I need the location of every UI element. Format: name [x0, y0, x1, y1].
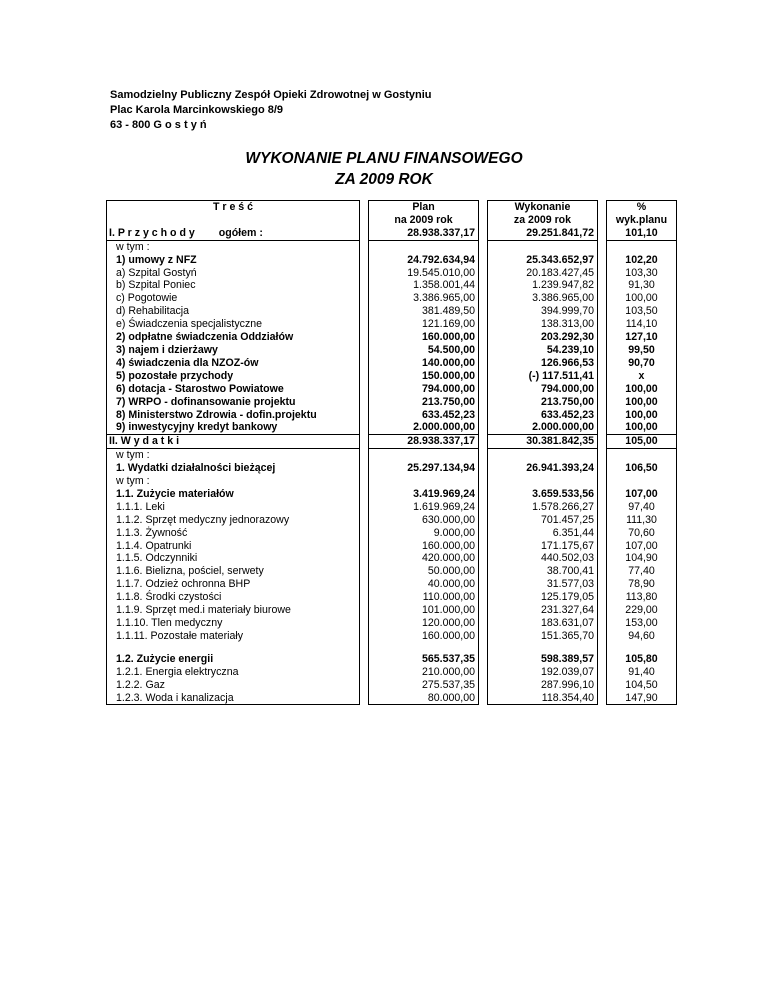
row-plan [369, 475, 479, 488]
row-label: 1.2. Zużycie energii [107, 653, 360, 666]
table-row [107, 240, 677, 253]
row-wykonanie: 1.578.266,27 [488, 501, 598, 514]
row-label: 2) odpłatne świadczenia Oddziałów [107, 331, 360, 344]
row-wykonanie: 2.000.000,00 [488, 421, 598, 434]
row-wykonanie: 126.966,53 [488, 357, 598, 370]
row-wykonanie: 1.239.947,82 [488, 279, 598, 292]
row-plan: 2.000.000,00 [369, 421, 479, 434]
row-wykonanie: 118.354,40 [488, 692, 598, 705]
row-percent: 91,40 [607, 666, 677, 679]
row-wykonanie: 287.996,10 [488, 679, 598, 692]
row-wykonanie: 633.452,23 [488, 409, 598, 422]
row-wykonanie: 151.365,70 [488, 630, 598, 643]
row-label: 1.2.2. Gaz [107, 679, 360, 692]
row-wykonanie: 54.239,10 [488, 344, 598, 357]
row-label: 1.1.6. Bielizna, pościel, serwety [107, 565, 360, 578]
row-plan: 9.000,00 [369, 527, 479, 540]
table-row [107, 318, 677, 331]
row-label: 5) pozostałe przychody [107, 370, 360, 383]
row-wykonanie: 3.659.533,56 [488, 488, 598, 501]
row-label: 4) świadczenia dla NZOZ-ów [107, 357, 360, 370]
table-row [107, 331, 677, 344]
header-tresc: T r e ś ć [107, 201, 360, 227]
row-percent: 100,00 [607, 421, 677, 434]
row-percent: 100,00 [607, 396, 677, 409]
row-label: 7) WRPO - dofinansowanie projektu [107, 396, 360, 409]
institution-postcode: 63 - 800 G o s t y ń [110, 119, 207, 131]
row-percent [607, 240, 677, 253]
row-plan: 80.000,00 [369, 692, 479, 705]
row-percent: 107,00 [607, 540, 677, 553]
row-percent: 127,10 [607, 331, 677, 344]
row-plan: 1.358.001,44 [369, 279, 479, 292]
table-row [107, 565, 677, 578]
table-row [107, 409, 677, 422]
row-plan [369, 449, 479, 462]
row-wykonanie: 231.327,64 [488, 604, 598, 617]
row-wykonanie: 598.389,57 [488, 653, 598, 666]
row-percent: 100,00 [607, 383, 677, 396]
table-row [107, 552, 677, 565]
row-plan: 3.386.965,00 [369, 292, 479, 305]
row-plan: 19.545.010,00 [369, 267, 479, 280]
row-wykonanie [488, 449, 598, 462]
row-label: 1.1.10. Tlen medyczny [107, 617, 360, 630]
document-title: WYKONANIE PLANU FINANSOWEGO [245, 150, 523, 167]
table-row [107, 475, 677, 488]
row-percent: 147,90 [607, 692, 677, 705]
row-plan [369, 240, 479, 253]
table-row [107, 254, 677, 267]
row-wykonanie [488, 240, 598, 253]
row-percent: 91,30 [607, 279, 677, 292]
row-label: 1.1.8. Środki czystości [107, 591, 360, 604]
table-row [107, 617, 677, 630]
row-percent: 104,90 [607, 552, 677, 565]
row-plan: 630.000,00 [369, 514, 479, 527]
row-percent: 229,00 [607, 604, 677, 617]
row-wykonanie [488, 475, 598, 488]
row-label: c) Pogotowie [107, 292, 360, 305]
row-wykonanie: 794.000,00 [488, 383, 598, 396]
row-wykonanie: 394.999,70 [488, 305, 598, 318]
row-percent: 77,40 [607, 565, 677, 578]
row-label: 1.1. Zużycie materiałów [107, 488, 360, 501]
row-percent: 107,00 [607, 488, 677, 501]
row-wykonanie: 26.941.393,24 [488, 462, 598, 475]
row-plan: 110.000,00 [369, 591, 479, 604]
table-row [107, 591, 677, 604]
spacer-row [107, 643, 677, 653]
row-label: 1.2.1. Energia elektryczna [107, 666, 360, 679]
row-percent: 102,20 [607, 254, 677, 267]
row-wykonanie: 6.351,44 [488, 527, 598, 540]
row-label: 1.1.7. Odzież ochronna BHP [107, 578, 360, 591]
table-row [107, 421, 677, 434]
table-row [107, 501, 677, 514]
row-plan: 120.000,00 [369, 617, 479, 630]
row-plan: 633.452,23 [369, 409, 479, 422]
przychody-total-row [107, 227, 677, 240]
row-percent: 90,70 [607, 357, 677, 370]
row-wykonanie: 125.179,05 [488, 591, 598, 604]
row-plan: 160.000,00 [369, 630, 479, 643]
table-row [107, 630, 677, 643]
row-plan: 3.419.969,24 [369, 488, 479, 501]
header-percent: % wyk.planu [607, 201, 677, 227]
row-label: 1.1.1. Leki [107, 501, 360, 514]
table-row [107, 292, 677, 305]
institution-address: Plac Karola Marcinkowskiego 8/9 [110, 104, 284, 116]
table-row [107, 527, 677, 540]
row-percent: 104,50 [607, 679, 677, 692]
table-row [107, 514, 677, 527]
row-wykonanie: 3.386.965,00 [488, 292, 598, 305]
przychody-plan: 28.938.337,17 [369, 227, 479, 240]
row-label: 1) umowy z NFZ [107, 254, 360, 267]
row-percent: 94,60 [607, 630, 677, 643]
row-label: 1.1.2. Sprzęt medyczny jednorazowy [107, 514, 360, 527]
row-plan: 160.000,00 [369, 331, 479, 344]
row-label: w tym : [107, 240, 360, 253]
table-body [107, 201, 677, 705]
row-wykonanie: 138.313,00 [488, 318, 598, 331]
row-plan: 565.537,35 [369, 653, 479, 666]
table-header-row [107, 201, 677, 227]
table-row [107, 540, 677, 553]
row-plan: 213.750,00 [369, 396, 479, 409]
row-plan: 1.619.969,24 [369, 501, 479, 514]
row-label: 8) Ministerstwo Zdrowia - dofin.projektu [107, 409, 360, 422]
table-row [107, 578, 677, 591]
row-wykonanie: 213.750,00 [488, 396, 598, 409]
row-plan: 24.792.634,94 [369, 254, 479, 267]
row-plan: 140.000,00 [369, 357, 479, 370]
table-row [107, 462, 677, 475]
table-row [107, 267, 677, 280]
row-plan: 150.000,00 [369, 370, 479, 383]
przychody-wykonanie: 29.251.841,72 [488, 227, 598, 240]
row-wykonanie: 38.700,41 [488, 565, 598, 578]
row-wykonanie: 20.183.427,45 [488, 267, 598, 280]
row-plan: 25.297.134,94 [369, 462, 479, 475]
row-label: 1.1.9. Sprzęt med.i materiały biurowe [107, 604, 360, 617]
wydatki-total-row [107, 435, 677, 449]
row-label: 3) najem i dzierżawy [107, 344, 360, 357]
header-wykonanie: Wykonanie za 2009 rok [488, 201, 598, 227]
wydatki-percent: 105,00 [607, 435, 677, 449]
row-percent: 100,00 [607, 292, 677, 305]
row-wykonanie: 31.577,03 [488, 578, 598, 591]
row-plan: 275.537,35 [369, 679, 479, 692]
header-plan: Plan na 2009 rok [369, 201, 479, 227]
institution-header [110, 88, 432, 133]
row-percent: 70,60 [607, 527, 677, 540]
row-label: 1.1.3. Żywność [107, 527, 360, 540]
row-percent: 78,90 [607, 578, 677, 591]
row-plan: 794.000,00 [369, 383, 479, 396]
table-row [107, 449, 677, 462]
row-label: 9) inwestycyjny kredyt bankowy [107, 421, 360, 434]
row-wykonanie: 440.502,03 [488, 552, 598, 565]
table-row [107, 344, 677, 357]
row-plan: 54.500,00 [369, 344, 479, 357]
table-row [107, 357, 677, 370]
row-label: 1. Wydatki działalności bieżącej [107, 462, 360, 475]
table-row [107, 666, 677, 679]
document-subtitle: ZA 2009 ROK [335, 171, 433, 188]
row-percent: 97,40 [607, 501, 677, 514]
row-percent: 100,00 [607, 409, 677, 422]
table-row [107, 396, 677, 409]
wydatki-label: II. W y d a t k i [107, 435, 360, 449]
row-wykonanie: 701.457,25 [488, 514, 598, 527]
row-percent: 111,30 [607, 514, 677, 527]
table-row [107, 692, 677, 705]
row-wykonanie: 171.175,67 [488, 540, 598, 553]
table-row [107, 488, 677, 501]
table-row [107, 370, 677, 383]
row-plan: 420.000,00 [369, 552, 479, 565]
row-label: a) Szpital Gostyń [107, 267, 360, 280]
row-plan: 121.169,00 [369, 318, 479, 331]
row-label: w tym : [107, 475, 360, 488]
row-percent: 99,50 [607, 344, 677, 357]
row-wykonanie: 183.631,07 [488, 617, 598, 630]
row-percent [607, 475, 677, 488]
row-label: 6) dotacja - Starostwo Powiatowe [107, 383, 360, 396]
row-percent: x [607, 370, 677, 383]
table-row [107, 305, 677, 318]
row-percent: 113,80 [607, 591, 677, 604]
wydatki-plan: 28.938.337,17 [369, 435, 479, 449]
row-plan: 381.489,50 [369, 305, 479, 318]
table-row [107, 604, 677, 617]
row-percent: 153,00 [607, 617, 677, 630]
row-wykonanie: 203.292,30 [488, 331, 598, 344]
table-row [107, 679, 677, 692]
row-label: 1.2.3. Woda i kanalizacja [107, 692, 360, 705]
row-percent: 105,80 [607, 653, 677, 666]
row-percent: 106,50 [607, 462, 677, 475]
row-label: d) Rehabilitacja [107, 305, 360, 318]
row-plan: 160.000,00 [369, 540, 479, 553]
row-label: e) Świadczenia specjalistyczne [107, 318, 360, 331]
row-percent: 103,30 [607, 267, 677, 280]
row-wykonanie: 192.039,07 [488, 666, 598, 679]
financial-table [106, 200, 677, 705]
table-row [107, 279, 677, 292]
wydatki-wykonanie: 30.381.842,35 [488, 435, 598, 449]
row-percent [607, 449, 677, 462]
row-wykonanie: 25.343.652,97 [488, 254, 598, 267]
table-row [107, 653, 677, 666]
row-plan: 210.000,00 [369, 666, 479, 679]
row-percent: 114,10 [607, 318, 677, 331]
przychody-label: I. P r z y c h o d y ogółem : [107, 227, 360, 240]
przychody-percent: 101,10 [607, 227, 677, 240]
row-wykonanie: (-) 117.511,41 [488, 370, 598, 383]
row-plan: 40.000,00 [369, 578, 479, 591]
row-label: 1.1.11. Pozostałe materiały [107, 630, 360, 643]
row-label: w tym : [107, 449, 360, 462]
table-row [107, 383, 677, 396]
row-plan: 101.000,00 [369, 604, 479, 617]
row-label: 1.1.5. Odczynniki [107, 552, 360, 565]
institution-name: Samodzielny Publiczny Zespół Opieki Zdrowotnej w Gostyniu [110, 89, 432, 101]
row-label: b) Szpital Poniec [107, 279, 360, 292]
row-label: 1.1.4. Opatrunki [107, 540, 360, 553]
row-percent: 103,50 [607, 305, 677, 318]
row-plan: 50.000,00 [369, 565, 479, 578]
